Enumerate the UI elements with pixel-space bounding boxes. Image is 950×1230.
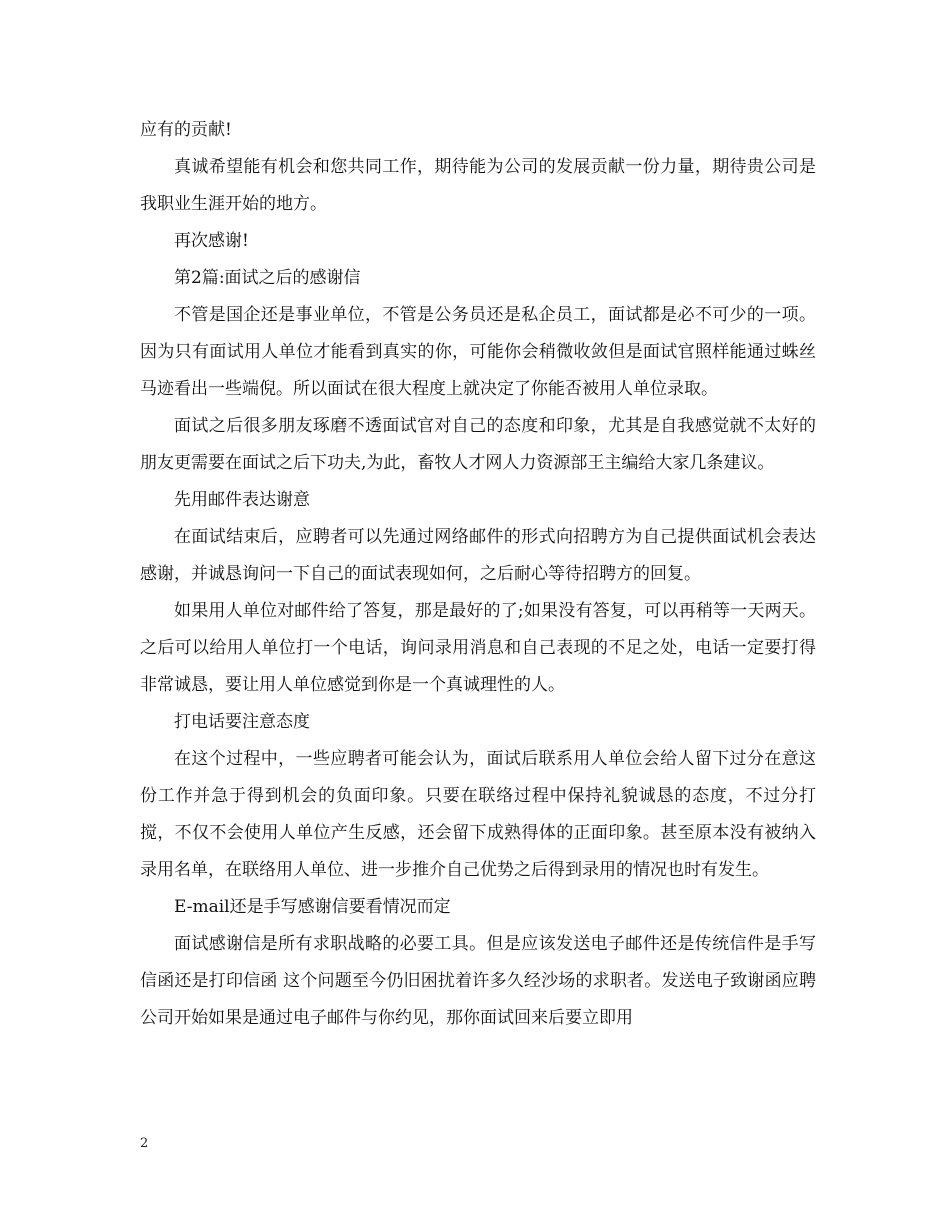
- paragraph-continuation: 应有的贡献!: [140, 120, 232, 140]
- paragraph: 不管是国企还是事业单位，不管是公务员还是私企员工，面试都是必不可少的一项。因为只有面试用人单位才能看到真实的你，可能你会稍微收敛但是面试官照样能通过蛛丝马迹看出一些端倪。所以面试在很大程度上就决定了你能否被用人单位录取。: [140, 305, 816, 399]
- subheading: 打电话要注意态度: [174, 712, 310, 732]
- paragraph: 在这个过程中，一些应聘者可能会认为，面试后联系用人单位会给人留下过分在意这份工作并急于得到机会的负面印象。只要在联络过程中保持礼貌诚恳的态度，不过分打搅，不仅不会使用人单位产生反感，还会留下成熟得体的正面印象。甚至原本没有被纳入录用名单，在联络用人单位、进一步推介自己优势之后得到录用的情况也时有发生。: [140, 749, 816, 880]
- subheading: E-mail还是手写感谢信要看情况而定: [174, 897, 451, 917]
- paragraph: 面试之后很多朋友琢磨不透面试官对自己的态度和印象，尤其是自我感觉就不太好的朋友更需要在面试之后下功夫,为此，畜牧人才网人力资源部王主编给大家几条建议。: [140, 416, 816, 473]
- paragraph: 再次感谢!: [174, 231, 249, 251]
- section-heading: 第2篇:面试之后的感谢信: [174, 268, 361, 288]
- page-number: 2: [140, 1136, 149, 1151]
- paragraph: 真诚希望能有机会和您共同工作，期待能为公司的发展贡献一份力量，期待贵公司是我职业生涯开始的地方。: [140, 157, 816, 214]
- document-body: [140, 112, 816, 1037]
- paragraph: 如果用人单位对邮件给了答复，那是最好的了;如果没有答复，可以再稍等一天两天。之后可以给用人单位打一个电话，询问录用消息和自己表现的不足之处，电话一定要打得非常诚恳，要让用人单位感觉到你是一个真诚理性的人。: [140, 601, 816, 695]
- paragraph: 面试感谢信是所有求职战略的必要工具。但是应该发送电子邮件还是传统信件是手写信函还是打印信函 这个问题至今仍旧困扰着许多久经沙场的求职者。发送电子致谢函应聘公司开始如果是通过电子邮件与你约见，那你面试回来后要立即用: [140, 934, 816, 1028]
- paragraph: 在面试结束后，应聘者可以先通过网络邮件的形式向招聘方为自己提供面试机会表达感谢，并诚恳询问一下自己的面试表现如何，之后耐心等待招聘方的回复。: [140, 527, 816, 584]
- subheading: 先用邮件表达谢意: [174, 490, 310, 510]
